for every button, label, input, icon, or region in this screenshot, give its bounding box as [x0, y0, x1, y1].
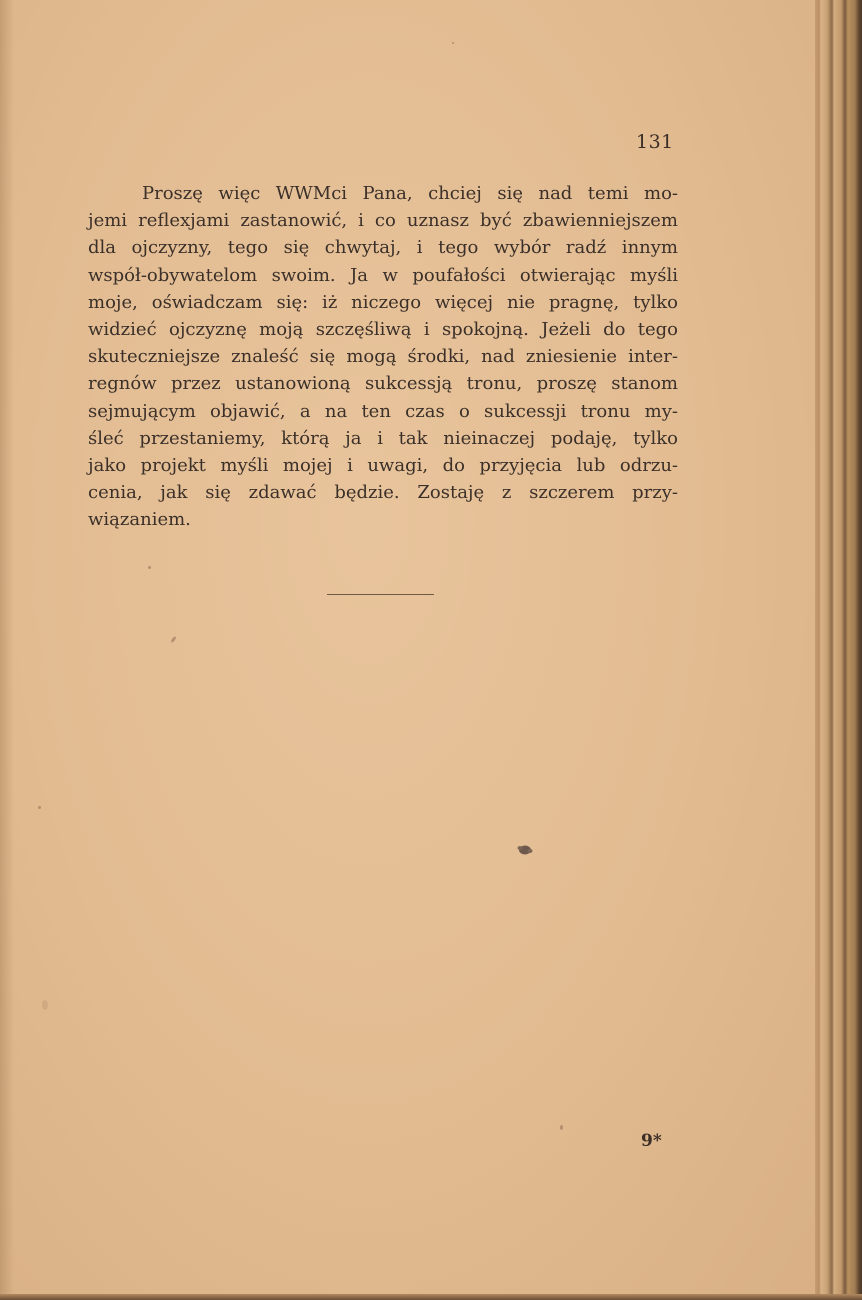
section-end-rule: [327, 594, 434, 595]
paper-speck: [148, 566, 151, 569]
body-text: [88, 180, 678, 533]
text-line: śleć przestaniemy, którą ja i tak nieinaczej podaję, tylko: [88, 427, 678, 449]
text-line: współ-obywatelom swoim. Ja w poufałości otwierając myśli: [88, 264, 678, 286]
paper-speck: [42, 1000, 48, 1010]
ink-blot-icon: [516, 843, 534, 857]
text-line: widzieć ojczyznę moją szczęśliwą i spokojną. Jeżeli do tego: [88, 318, 678, 340]
paper-speck: [38, 806, 41, 809]
text-line: wiązaniem.: [88, 509, 191, 531]
text-line: jemi reflexjami zastanowić, i co uznasz być zbawienniejszem: [88, 210, 678, 232]
text-line: dla ojczyzny, tego się chwytaj, i tego wybór radź innym: [88, 237, 678, 259]
book-bottom-edge: [0, 1294, 862, 1300]
page-number: 131: [636, 131, 674, 153]
text-line: regnów przez ustanowioną sukcessją tronu, proszę stanom: [88, 373, 678, 395]
printer-signature-mark: 9*: [641, 1131, 662, 1151]
text-line: moje, oświadczam się: iż niczego więcej nie pragnę, tylko: [88, 291, 678, 313]
text-line: Proszę więc WWMci Pana, chciej się nad temi mo-: [142, 183, 678, 204]
paper-speck: [452, 42, 454, 44]
spine-shadow: [0, 0, 14, 1300]
text-line: jako projekt myśli mojej i uwagi, do przyjęcia lub odrzu-: [88, 454, 678, 476]
paper-speck: [560, 1125, 563, 1130]
text-line: sejmującym objawić, a na ten czas o sukcessji tronu my-: [88, 400, 678, 422]
paper-speck: [170, 636, 176, 643]
book-page-edges: [815, 0, 862, 1300]
text-line: cenia, jak się zdawać będzie. Zostaję z szczerem przy-: [88, 482, 678, 504]
text-line: skuteczniejsze znaleść się mogą środki, nad zniesienie inter-: [88, 346, 678, 368]
